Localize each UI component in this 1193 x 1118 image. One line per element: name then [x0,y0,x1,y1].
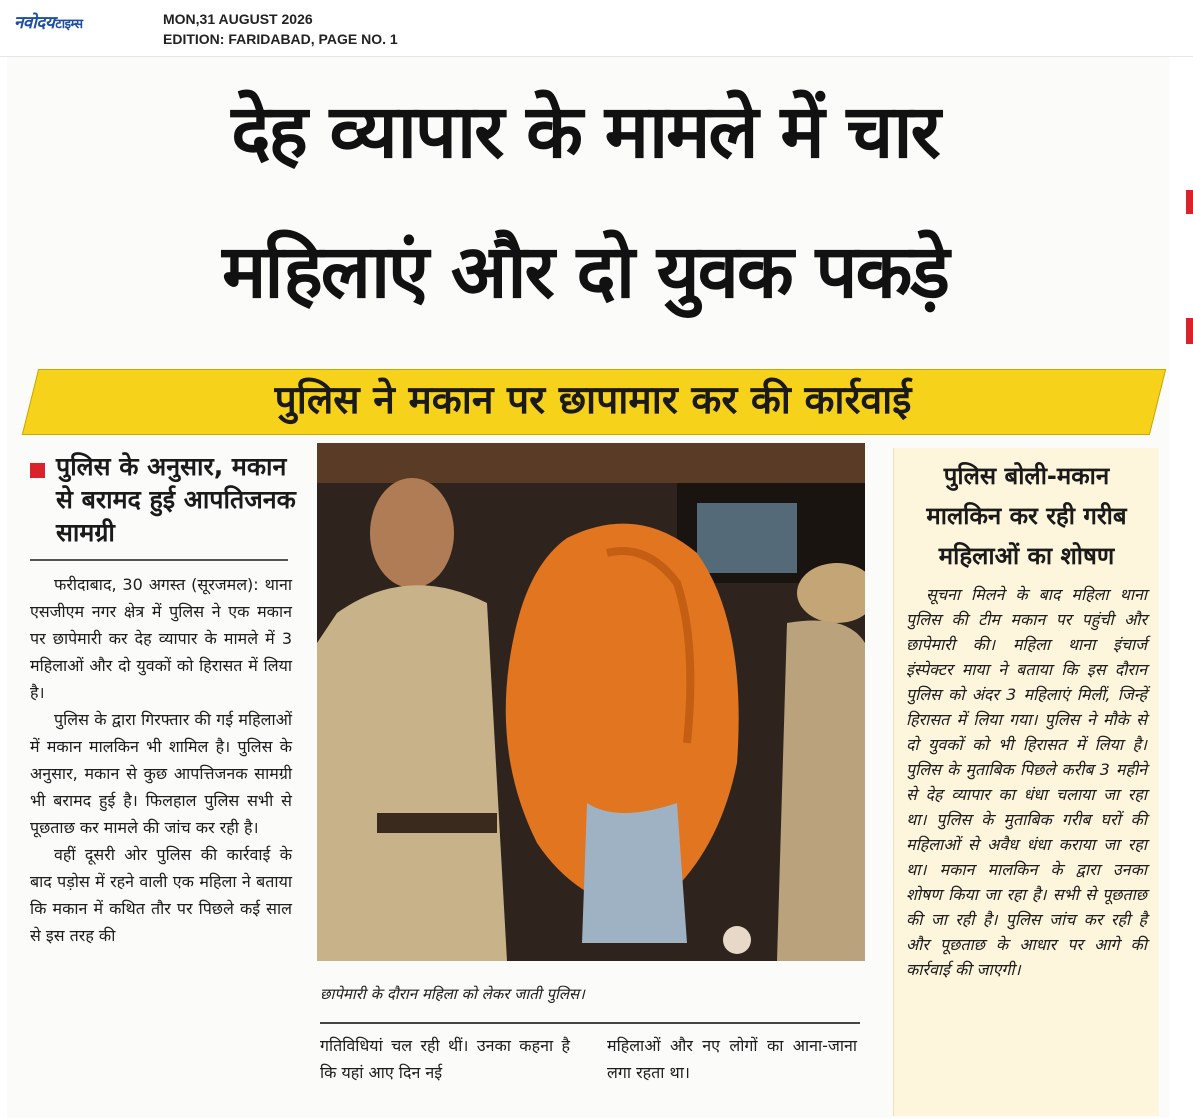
paragraph: पुलिस के द्वारा गिरफ्तार की गई महिलाओं में मकान मालकिन भी शामिल है। पुलिस के अनुसार, मकान से कुछ आपत्तिजनक सामग्री भी बरामद हुई है। फिलहाल पुलिस सभी से पूछताछ कर मामले की जांच कर रही है। [30,710,292,837]
headline-line-1: देह व्यापार के मामले में चार [231,89,939,175]
logo-text: नवोदय [14,13,55,33]
adjacent-page-mark [1186,190,1193,214]
photo-illustration [317,443,865,961]
left-column [22,450,296,949]
middle-column-2: महिलाओं और नए लोगों का आना-जाना लगा रहता था। [607,1036,857,1082]
subhead-text: पुलिस के अनुसार, मकान से बरामद हुई आपतिजनक सामग्री [56,452,296,547]
article-body [22,571,292,949]
logo-subtext: टाइम्स [55,17,83,32]
main-headline [0,62,1170,342]
paragraph: फरीदाबाद, 30 अगस्त (सूरजमल): थाना एसजीएम नगर क्षेत्र में पुलिस ने एक मकान पर छापेमारी कर देह व्यापार के मामले में 3 महिलाओं और दो युवकों को हिरासत में लिया है। [30,575,292,702]
article-subhead [22,450,296,549]
masthead-bar [0,0,1193,57]
divider [30,559,288,561]
page-right-edge [1170,57,1193,1118]
sidebar-heading: पुलिस बोली-मकान मालकिन कर रही गरीब महिलाओं का शोषण [926,462,1127,570]
dateline [163,9,398,49]
issue-date: MON,31 AUGUST 2026 [163,11,313,27]
sidebar-box [893,448,1159,1116]
paragraph: वहीं दूसरी ओर पुलिस की कार्रवाई के बाद पड़ोस में रहने वाली एक महिला ने बताया कि मकान में कथित तौर पर पिछले कई साल से इस तरह की [30,845,292,945]
kicker-text: पुलिस ने मकान पर छापामार कर की कार्रवाई [274,378,912,423]
newspaper-logo [14,10,83,33]
headline-line-2: महिलाएं और दो युवक पकड़े [222,229,948,315]
photo-caption: छापेमारी के दौरान महिला को लेकर जाती पुलिस। [320,985,585,1003]
edition-info: EDITION: FARIDABAD, PAGE NO. 1 [163,31,398,47]
middle-column-1: गतिविधियां चल रही थीं। उनका कहना है कि यहां आए दिन नई [320,1036,570,1082]
sidebar-text: सूचना मिलने के बाद महिला थाना पुलिस की टीम मकान पर पहुंची और छापेमारी की। महिला थाना इंचार्ज इंस्पेक्टर माया ने बताया कि इस दौरान पुलिस को अंदर 3 महिलाएं मिलीं, जिन्हें हिरासत में लिया गया। पुलिस ने मौके से दो युवकों को भी हिरासत में लिया है। पुलिस के मुताबिक पिछले करीब 3 महीने से देह व्यापार का धंधा चलाया जा रहा था। पुलिस के मुताबिक गरीब घरों की महिलाओं से अवैध धंधा कराया जा रहा था। मकान मालकिन के द्वारा उनका शोषण किया जा रहा है। सभी से पूछताछ की जा रही है। पुलिस जांच कर रही है और पूछताछ के आधार पर आगे की कार्रवाई की जाएगी। [906,585,1147,979]
news-photo [317,443,865,961]
bullet-square-icon [30,463,45,478]
adjacent-page-mark [1186,318,1193,344]
caption-divider [320,1022,860,1024]
